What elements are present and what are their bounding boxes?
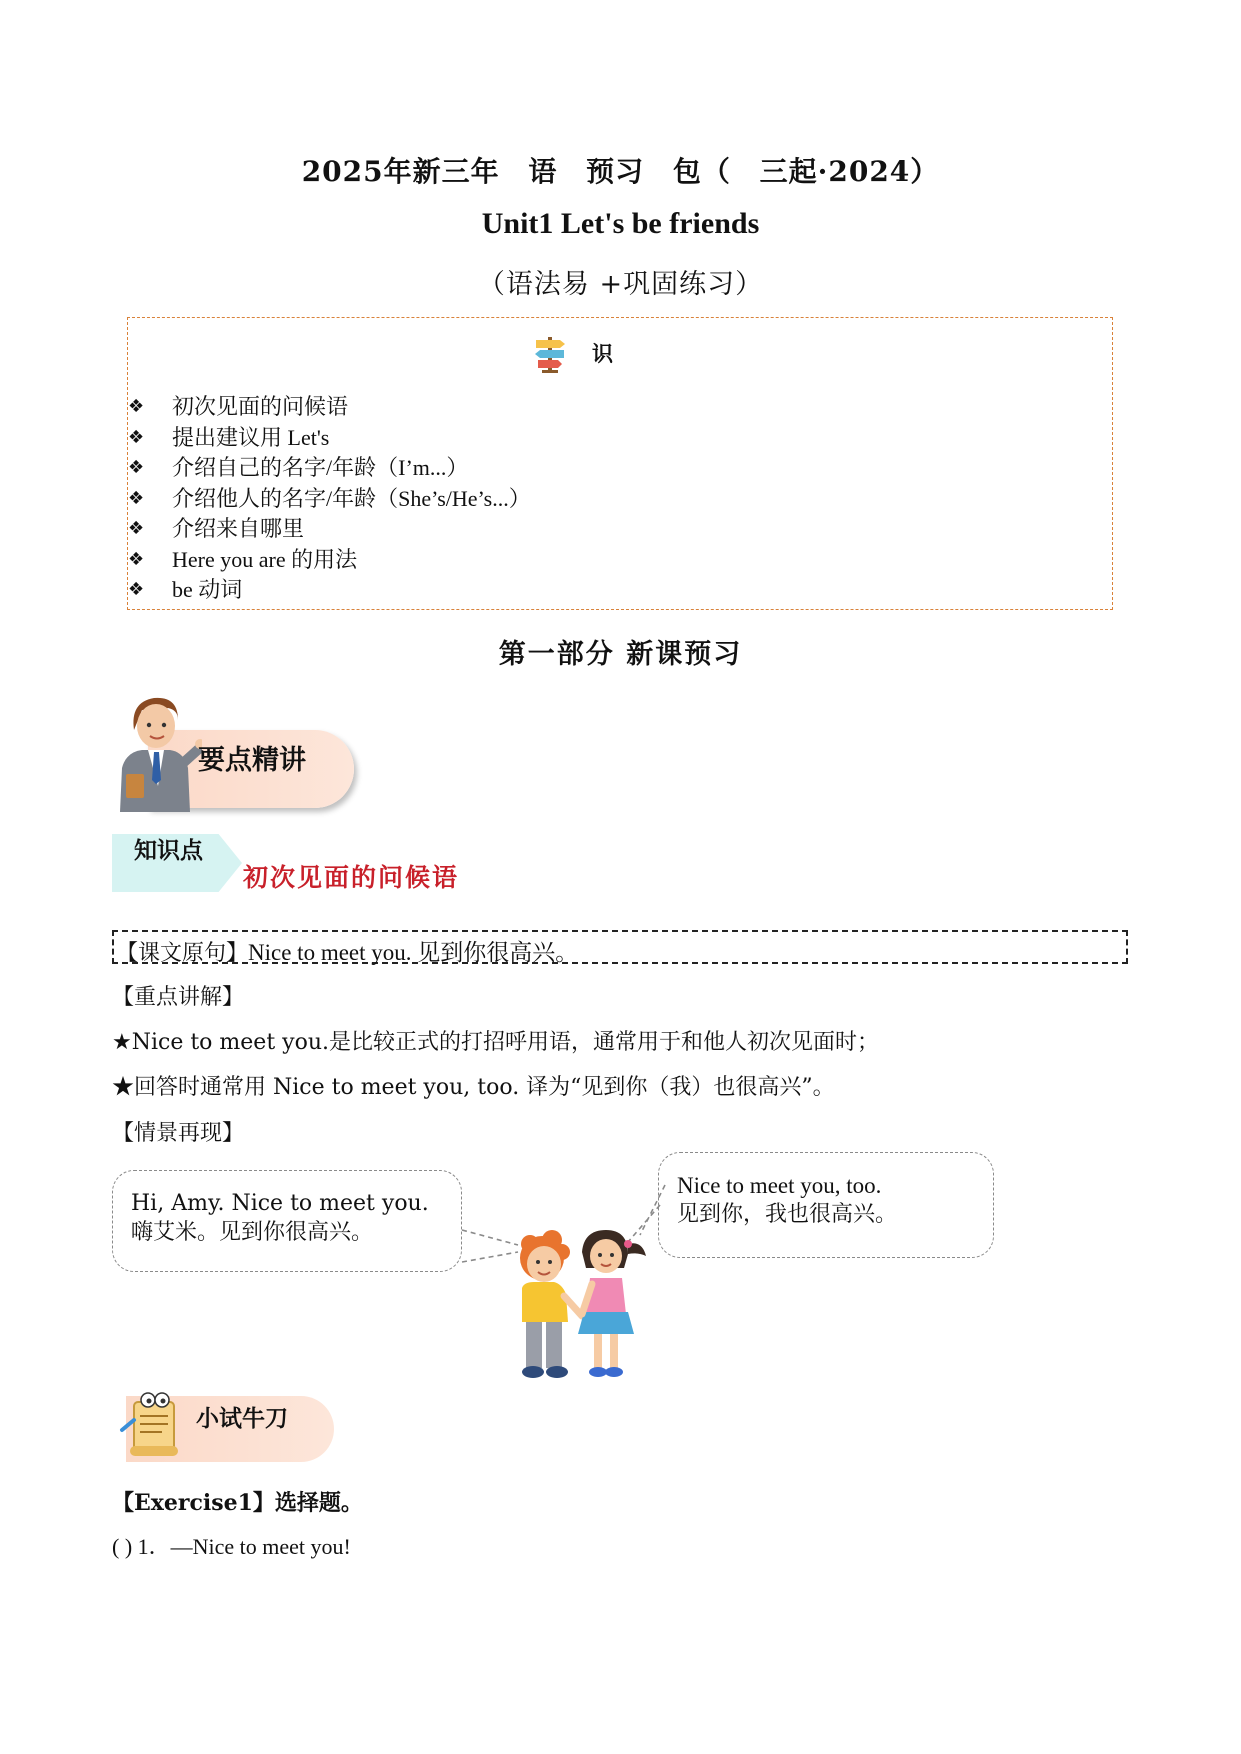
quote-label: 【课文原句】 xyxy=(116,941,249,966)
list-item: ❖ Here you are 的用法 xyxy=(128,545,531,576)
speech-bubble-left xyxy=(112,1170,462,1272)
exercise-question-1: ( ) 1．—Nice to meet you! xyxy=(112,1534,351,1559)
practice-banner-label: 小试牛刀 xyxy=(196,1405,288,1432)
speech-bubble-right-cn: 见到你，我也很高兴。 xyxy=(677,1202,898,1227)
teacher-icon xyxy=(112,688,202,812)
knowledge-point-tag-label: 知识点 xyxy=(134,837,203,864)
speech-bubble-right-en: Nice to meet you, too. xyxy=(677,1173,882,1198)
explain-point-1: ★Nice to meet you.是比较正式的打招呼用语，通常用于和他人初次见面时； xyxy=(112,1030,879,1055)
bullet-icon: ❖ xyxy=(128,518,145,539)
list-item: ❖ 介绍他人的名字/年龄（She’s/He’s...） xyxy=(128,484,531,515)
knowledge-box-header xyxy=(530,333,613,373)
knowledge-point-title: 初次见面的问候语 xyxy=(243,863,460,892)
signpost-icon xyxy=(530,333,570,373)
subtitle: （语法易 +巩固练习） xyxy=(477,269,764,300)
scene-label: 【情景再现】 xyxy=(112,1121,245,1146)
bullet-icon: ❖ xyxy=(128,396,145,417)
knowledge-list xyxy=(128,392,531,606)
scroll-notes-icon xyxy=(118,1390,190,1462)
list-item: ❖ 提出建议用 Let's xyxy=(128,423,531,454)
speech-bubble-left-text: Hi, Amy. Nice to meet you. 嗨艾米。见到你很高兴。 xyxy=(131,1191,429,1245)
speech-bubble-right xyxy=(658,1152,994,1258)
bullet-icon: ❖ xyxy=(128,426,145,448)
exercise-title: 【Exercise1】选择题。 xyxy=(112,1490,363,1516)
explain-point-2: ★回答时通常用 Nice to meet you, too. 译为“见到你（我）也很高兴”。 xyxy=(112,1075,835,1100)
bullet-icon: ❖ xyxy=(128,548,145,570)
quote-text: Nice to meet you. 见到你很高兴。 xyxy=(248,940,579,965)
explain-label: 【重点讲解】 xyxy=(112,985,245,1010)
knowledge-box-heading: 识 xyxy=(592,341,613,366)
document-title: 2025年新三年 语 预习 包（ 三起·2024） xyxy=(301,155,940,188)
part-title: 第一部分 新课预习 xyxy=(498,639,743,670)
kids-shaking-hands-illustration xyxy=(500,1222,650,1382)
bullet-icon: ❖ xyxy=(128,487,145,509)
list-item: ❖ 介绍自己的名字/年龄（I’m...） xyxy=(128,453,531,484)
list-item: ❖ be 动词 xyxy=(128,575,531,606)
list-item: ❖ 介绍来自哪里 xyxy=(128,514,531,545)
bullet-icon: ❖ xyxy=(128,457,145,478)
quote-line xyxy=(116,934,578,967)
bullet-icon: ❖ xyxy=(128,579,145,600)
section-banner-label: 要点精讲 xyxy=(198,745,306,776)
unit-title: Unit1 Let's be friends xyxy=(481,207,760,240)
list-item: ❖ 初次见面的问候语 xyxy=(128,392,531,423)
